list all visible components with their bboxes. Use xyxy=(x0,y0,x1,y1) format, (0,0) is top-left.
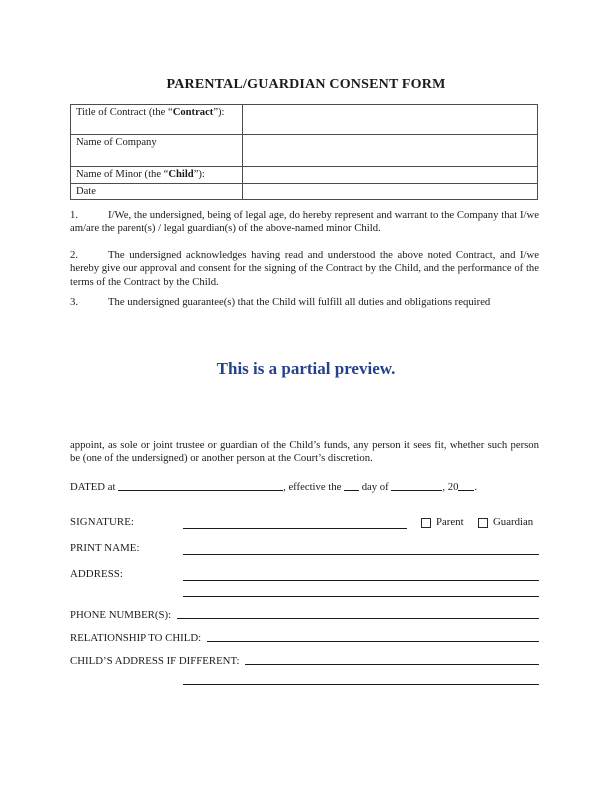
dated-year-prefix: , 20 xyxy=(442,481,459,493)
contract-title-value[interactable] xyxy=(243,105,538,135)
dated-mid: , effective the xyxy=(283,481,345,493)
clause-text: The undersigned guarantee(s) that the Child will fulfill all duties and obligations required xyxy=(108,296,491,308)
table-row xyxy=(71,135,538,167)
guardian-checkbox-label: Guardian xyxy=(493,516,534,528)
dated-end: . xyxy=(474,481,478,493)
company-name-label: Name of Company xyxy=(71,135,243,167)
dated-line xyxy=(70,481,539,493)
address-line[interactable] xyxy=(183,580,539,581)
signature-line[interactable] xyxy=(183,528,407,529)
table-row xyxy=(71,105,538,135)
phone-label: PHONE NUMBER(S): xyxy=(70,609,174,621)
dated-year-blank[interactable] xyxy=(458,488,474,491)
clause-text: The undersigned acknowledges having read and understood the above noted Contract, and I/we hereby give our approval and consent for the signing of the Contract by the Child, and the performance of the terms of the Contract by the Child. xyxy=(70,249,539,288)
dated-day-blank[interactable] xyxy=(344,488,359,491)
relationship-row xyxy=(70,632,539,644)
partial-preview-notice: This is a partial preview. xyxy=(216,359,396,378)
date-label: Date xyxy=(71,184,243,200)
child-address-row xyxy=(70,655,539,667)
dated-place-blank[interactable] xyxy=(118,488,283,491)
table-row xyxy=(71,184,538,200)
child-address-label: CHILD’S ADDRESS IF DIFFERENT: xyxy=(70,655,243,667)
clause-text: I/We, the undersigned, being of legal age, do hereby represent and warrant to the Company that I/we am/are the parent(s) / legal guardian(s) of the above-named minor Child. xyxy=(70,209,539,235)
minor-name-value[interactable] xyxy=(243,167,538,184)
relationship-label: RELATIONSHIP TO CHILD: xyxy=(70,632,204,644)
print-name-line[interactable] xyxy=(183,554,539,555)
parent-checkbox-label: Parent xyxy=(436,516,464,528)
company-name-value[interactable] xyxy=(243,135,538,167)
clause-number: 2. xyxy=(70,249,79,261)
dated-dayof: day of xyxy=(359,481,392,493)
minor-name-label: Name of Minor (the “Child”): xyxy=(71,167,243,184)
dated-month-blank[interactable] xyxy=(391,488,442,491)
contract-info-table xyxy=(70,104,538,200)
child-address-line[interactable] xyxy=(245,662,539,665)
page-title: PARENTAL/GUARDIAN CONSENT FORM xyxy=(166,77,446,92)
clause-continuation-clipped xyxy=(70,441,539,472)
clause-number: 1. xyxy=(70,209,79,221)
guardian-checkbox[interactable] xyxy=(478,518,488,528)
phone-row xyxy=(70,609,539,621)
signature-label: SIGNATURE: xyxy=(70,516,134,528)
address-label: ADDRESS: xyxy=(70,568,123,580)
contract-title-label: Title of Contract (the “Contract”): xyxy=(71,105,243,135)
clause-continuation-text: appoint, as sole or joint trustee or guardian of the Child’s funds, any person it sees fit, whether such person be (one of the undersigned) or another person at the Court’s discretion. xyxy=(70,441,539,465)
child-address-line-2[interactable] xyxy=(183,684,539,685)
clause-2 xyxy=(70,249,539,289)
print-name-label: PRINT NAME: xyxy=(70,542,140,554)
parent-checkbox[interactable] xyxy=(421,518,431,528)
relationship-line[interactable] xyxy=(207,639,539,642)
clause-3-clipped xyxy=(70,296,539,309)
address-line-2[interactable] xyxy=(183,596,539,597)
clause-1 xyxy=(70,209,539,236)
date-value[interactable] xyxy=(243,184,538,200)
dated-prefix: DATED at xyxy=(70,481,119,493)
phone-line[interactable] xyxy=(177,616,539,619)
table-row xyxy=(71,167,538,184)
clause-number: 3. xyxy=(70,296,79,308)
